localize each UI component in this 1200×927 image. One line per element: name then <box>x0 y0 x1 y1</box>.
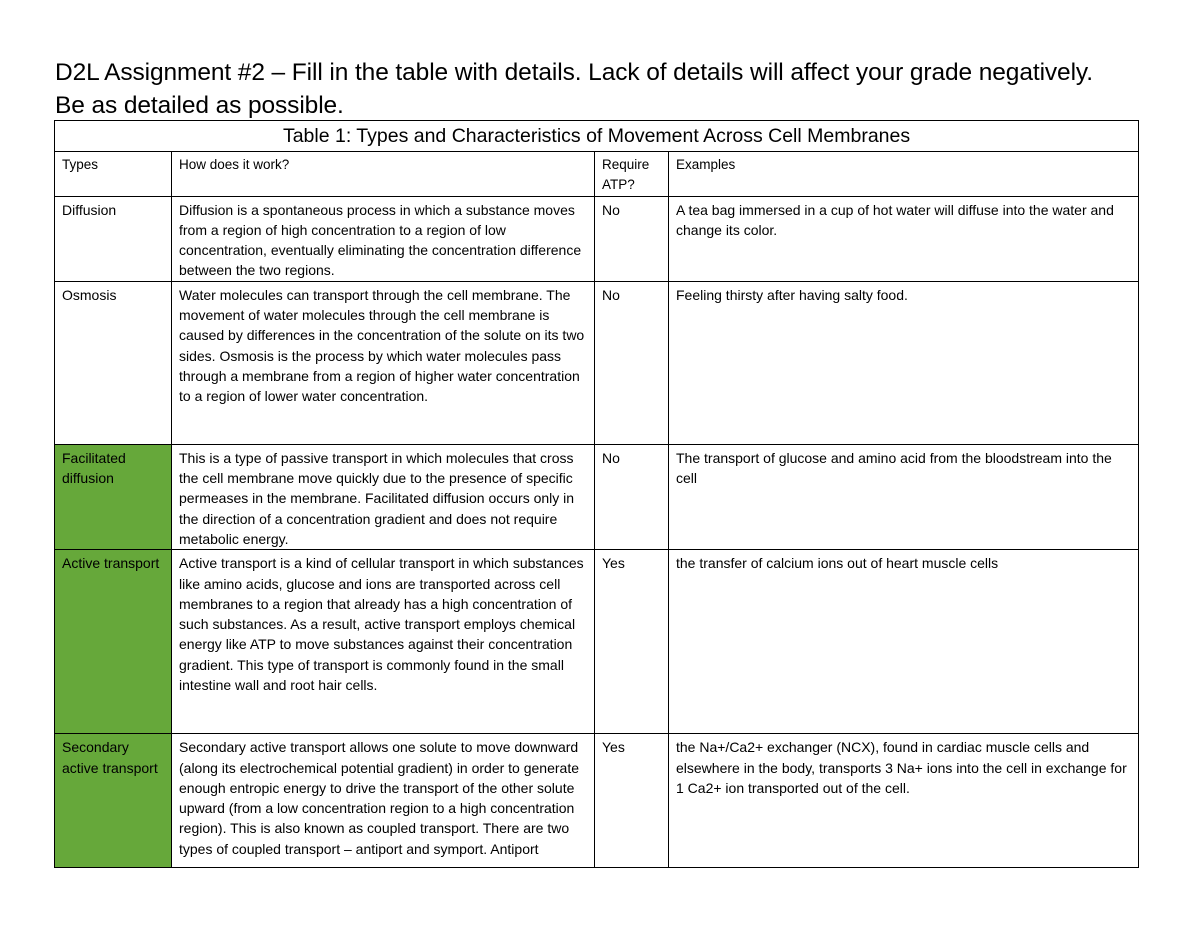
row-example: The transport of glucose and amino acid from the bloodstream into the cell <box>669 444 1139 549</box>
row-require-atp: No <box>595 281 669 444</box>
row-how-it-works: Diffusion is a spontaneous process in which a substance moves from a region of high concentration to a region of low concentration, eventually eliminating the concentration difference between the two regions. <box>172 196 595 281</box>
row-type: Osmosis <box>55 281 172 444</box>
row-require-atp: Yes <box>595 550 669 734</box>
row-how-it-works: Water molecules can transport through the cell membrane. The movement of water molecules through the cell membrane is caused by differences in the concentration of the solute on its two sides. Osmosis is the process by which water molecules pass through a membrane from a region of higher water concentration to a region of lower water concentration. <box>172 281 595 444</box>
table-row <box>55 734 1139 868</box>
header-how-it-works: How does it work? <box>172 152 595 197</box>
table-row <box>55 196 1139 281</box>
row-how-it-works: Secondary active transport allows one solute to move downward (along its electrochemical potential gradient) in order to generate enough entropic energy to drive the transport of the other solute upward (from a low concentration region to a high concentration region). This is also known as coupled transport. There are two types of coupled transport – antiport and symport. Antiport <box>172 734 595 868</box>
row-type: Diffusion <box>55 196 172 281</box>
table-caption: Table 1: Types and Characteristics of Movement Across Cell Membranes <box>55 121 1139 152</box>
header-require-atp <box>595 152 669 197</box>
row-example: the Na+/Ca2+ exchanger (NCX), found in cardiac muscle cells and elsewhere in the body, transports 3 Na+ ions into the cell in exchange for 1 Ca2+ ion transported out of the cell. <box>669 734 1139 868</box>
row-example: Feeling thirsty after having salty food. <box>669 281 1139 444</box>
header-require-atp-line-1: Require <box>602 157 650 172</box>
row-require-atp: No <box>595 196 669 281</box>
header-require-atp-line-2: ATP? <box>602 177 635 193</box>
membrane-transport-table <box>54 120 1139 868</box>
row-require-atp: No <box>595 444 669 549</box>
row-how-it-works: Active transport is a kind of cellular transport in which substances like amino acids, glucose and ions are transported across cell membranes to a region that already has a high concentration of such substances. As a result, active transport employs chemical energy like ATP to move substances against their concentration gradient. This type of transport is commonly found in the small intestine wall and root hair cells. <box>172 550 595 734</box>
table-row <box>55 550 1139 734</box>
assignment-heading <box>55 56 1165 122</box>
row-example: the transfer of calcium ions out of heart muscle cells <box>669 550 1139 734</box>
heading-line-2: Be as detailed as possible. <box>55 92 344 119</box>
row-require-atp: Yes <box>595 734 669 868</box>
table-row <box>55 281 1139 444</box>
heading-line-1: D2L Assignment #2 – Fill in the table with details. Lack of details will affect your grade negatively. <box>55 59 1093 86</box>
header-types: Types <box>55 152 172 197</box>
row-type-highlighted: Facilitated diffusion <box>55 444 172 549</box>
row-example: A tea bag immersed in a cup of hot water will diffuse into the water and change its color. <box>669 196 1139 281</box>
table-header-row <box>55 152 1139 197</box>
row-type-highlighted: Secondary active transport <box>55 734 172 868</box>
row-type-highlighted: Active transport <box>55 550 172 734</box>
table-row <box>55 444 1139 549</box>
row-how-it-works: This is a type of passive transport in which molecules that cross the cell membrane move quickly due to the presence of specific permeases in the membrane. Facilitated diffusion occurs only in the direction of a concentration gradient and does not require metabolic energy. <box>172 444 595 549</box>
header-examples: Examples <box>669 152 1139 197</box>
table-caption-row <box>55 121 1139 152</box>
